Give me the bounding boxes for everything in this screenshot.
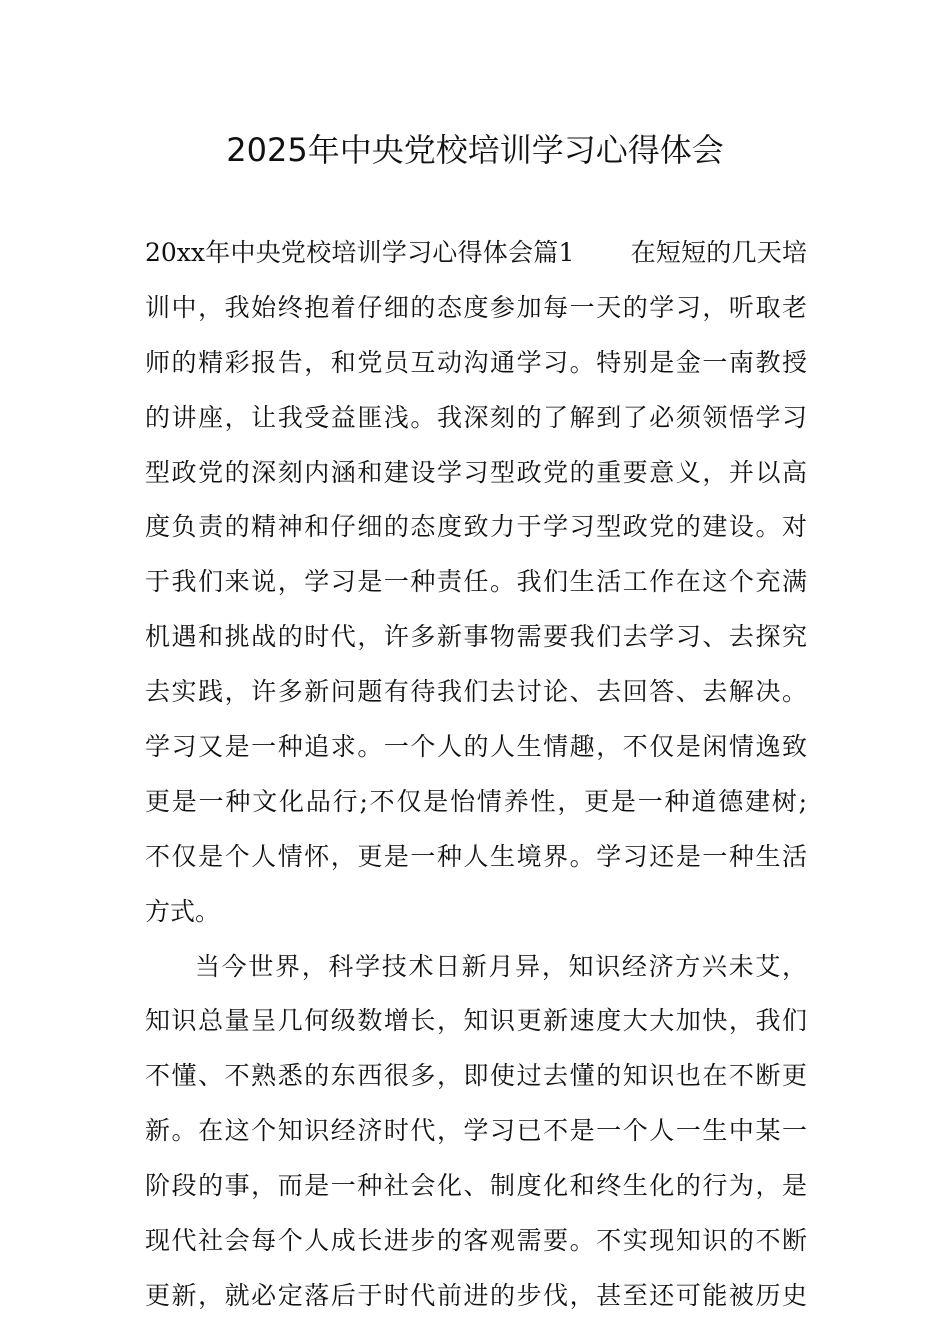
text-line: 不懂、不熟悉的东西很多，即使过去懂的知识也在不断更 bbox=[145, 1061, 807, 1091]
section-heading: 20xx年中央党校培训学习心得体会篇1 bbox=[145, 238, 575, 267]
text-line: 型政党的深刻内涵和建设学习型政党的重要意义，并以高 bbox=[145, 457, 807, 487]
text-line: 机遇和挑战的时代，许多新事物需要我们去学习、去探究 bbox=[145, 622, 807, 652]
text-line: 现代社会每个人成长进步的客观需要。不实现知识的不断 bbox=[145, 1226, 807, 1256]
text-line: 更新，就必定落后于时代前进的步伐，甚至还可能被历史 bbox=[145, 1280, 807, 1310]
text-line: 学习又是一种追求。一个人的人生情趣，不仅是闲情逸致 bbox=[145, 732, 807, 762]
text-line: 度负责的精神和仔细的态度致力于学习型政党的建设。对 bbox=[145, 512, 807, 542]
text-line: 阶段的事，而是一种社会化、制度化和终生化的行为，是 bbox=[145, 1171, 807, 1201]
text-line: 于我们来说，学习是一种责任。我们生活工作在这个充满 bbox=[145, 567, 807, 597]
document-body bbox=[145, 226, 807, 1324]
text-line: 方式。 bbox=[145, 896, 221, 926]
text-line-1 bbox=[145, 226, 807, 281]
text-line: 知识总量呈几何级数增长，知识更新速度大大加快，我们 bbox=[145, 1006, 807, 1036]
document-title: 2025年中央党校培训学习心得体会 bbox=[226, 131, 724, 169]
text-line: 去实践，许多新问题有待我们去讨论、去回答、去解决。 bbox=[145, 677, 807, 707]
text-line: 训中，我始终抱着仔细的态度参加每一天的学习，听取老 bbox=[145, 292, 807, 322]
text-line: 当今世界，科学技术日新月异，知识经济方兴未艾， bbox=[195, 951, 807, 981]
text-line: 新。在这个知识经济时代，学习已不是一个人一生中某一 bbox=[145, 1116, 807, 1146]
text-line: 的讲座，让我受益匪浅。我深刻的了解到了必须领悟学习 bbox=[145, 402, 807, 432]
text-line: 更是一种文化品行;不仅是怡情养性，更是一种道德建树; bbox=[145, 786, 807, 816]
paragraph-start: 在短短的几天培 bbox=[630, 238, 807, 267]
text-line: 不仅是个人情怀，更是一种人生境界。学习还是一种生活 bbox=[145, 841, 807, 871]
text-line: 师的精彩报告，和党员互动沟通学习。特别是金一南教授 bbox=[145, 347, 807, 377]
